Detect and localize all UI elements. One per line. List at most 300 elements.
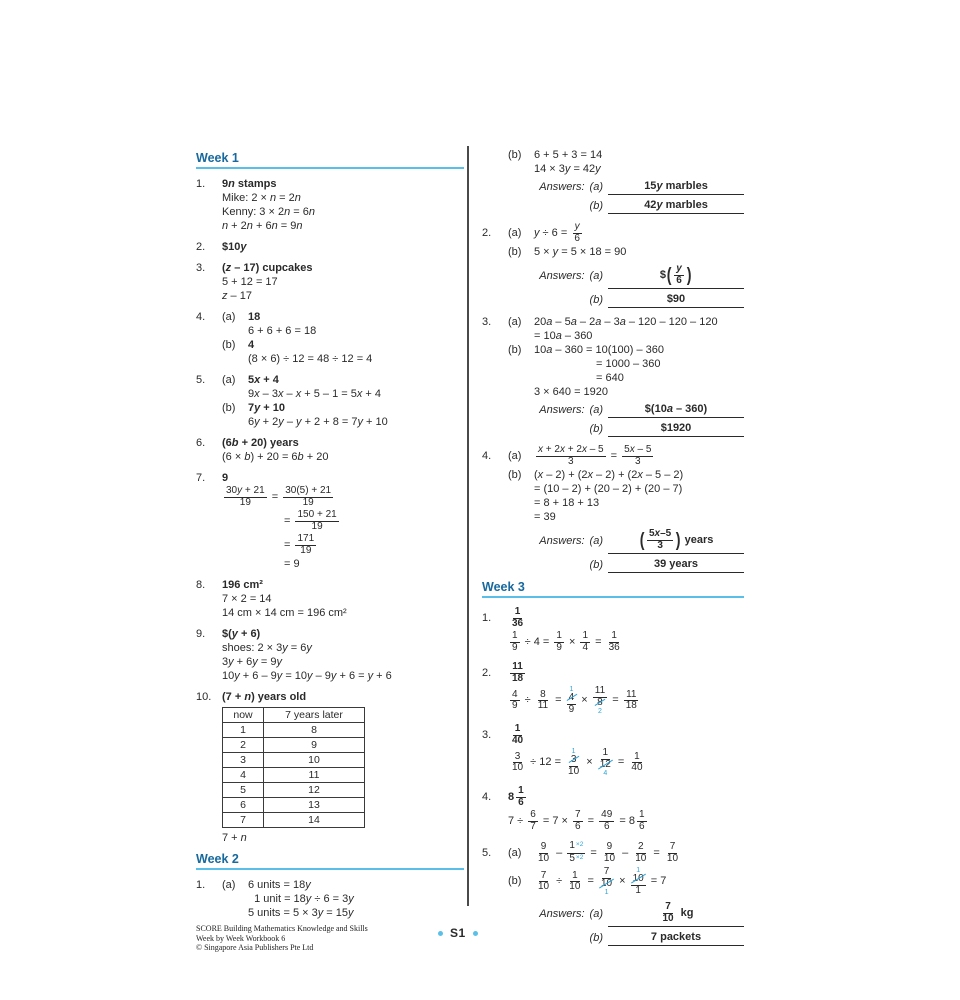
math-line <box>196 191 464 205</box>
mixed-number <box>508 785 528 809</box>
answer-part-label: (b) <box>589 932 603 944</box>
text-run: 15y marbles <box>644 180 708 192</box>
numerator: 171 <box>297 533 315 544</box>
fraction <box>624 690 639 712</box>
answer-part-label: (a) <box>589 404 603 416</box>
text-run: y ÷ 6 = <box>534 226 571 239</box>
math-line <box>196 906 464 920</box>
table-cell: 10 <box>264 753 365 768</box>
math-line <box>482 357 744 371</box>
denominator: 6 <box>518 796 524 808</box>
math-line <box>482 482 744 496</box>
answer-underline <box>608 931 744 946</box>
text-run: (6b + 20) years <box>222 436 299 449</box>
text-run: 14 × 3y = 42y <box>534 162 601 175</box>
denominator: 9 <box>512 641 518 653</box>
numerator: 5x–5 <box>648 528 672 539</box>
numerator: 150 + 21 <box>297 509 337 520</box>
fraction <box>510 631 520 653</box>
footer-line: SCORE Building Mathematics Knowledge and Skills <box>196 924 368 933</box>
fraction <box>602 842 617 864</box>
numerator: 1 <box>556 630 562 641</box>
text-run: (7 + n) years old <box>222 690 307 703</box>
denominator: 6 <box>638 820 645 832</box>
text-run: 7y + 10 <box>248 401 286 414</box>
numerator: 7 <box>603 866 610 877</box>
math-line <box>196 205 464 219</box>
numerator: 11 <box>512 661 523 672</box>
text-run: $ <box>659 268 666 281</box>
table-cell: 13 <box>264 798 365 813</box>
answer-line <box>482 293 744 308</box>
fraction <box>674 264 684 286</box>
numerator: 30(5) + 21 <box>285 485 332 496</box>
answer-part-label: (a) <box>589 181 603 193</box>
fraction <box>536 842 551 864</box>
multiply-annotation: ×2 <box>575 853 584 861</box>
denominator: 10 <box>538 881 550 892</box>
text-run: × <box>578 694 591 706</box>
week-heading: Week 1 <box>196 151 464 169</box>
numerator: 1 <box>602 747 609 758</box>
cancel-annotation: 4 <box>603 770 608 777</box>
table-header: now <box>223 708 264 723</box>
answers-label: Answers: <box>539 534 585 547</box>
denominator: 40 <box>631 762 643 773</box>
denominator: 11 <box>537 700 549 711</box>
fraction <box>536 445 606 467</box>
table-cell: 11 <box>264 768 365 783</box>
answer-table <box>222 707 365 828</box>
text-run: 196 cm² <box>222 578 263 591</box>
numerator: 1 <box>512 630 518 641</box>
math-line <box>196 831 464 845</box>
table-cell: 4 <box>223 768 264 783</box>
fraction <box>554 631 564 653</box>
text-run: 5x + 4 <box>248 373 279 386</box>
text-run: = 10a – 360 <box>534 329 593 342</box>
part-label: (a) <box>508 846 522 859</box>
text-run: = <box>609 694 622 706</box>
text-run: 5 units = 5 × 3y = 15y <box>248 906 354 919</box>
fraction <box>516 786 526 808</box>
answer-underline <box>608 901 744 927</box>
fraction <box>633 842 648 864</box>
denominator: 8 <box>597 696 603 708</box>
text-run: = <box>284 538 294 551</box>
table-row <box>223 753 365 768</box>
answers-label: Answers: <box>539 181 585 193</box>
text-run: Kenny: 3 × 2n = 6n <box>222 205 315 218</box>
denominator: 36 <box>608 641 620 653</box>
answer-item <box>482 221 744 308</box>
fraction <box>295 510 338 532</box>
text-run: kg <box>677 906 694 919</box>
part-label: (a) <box>222 878 236 891</box>
text-run: 7 ÷ <box>508 814 527 827</box>
math-line <box>482 661 744 685</box>
text-run: 6 + 6 + 6 = 18 <box>248 324 317 337</box>
part-label: (b) <box>508 343 522 356</box>
math-line <box>482 162 744 176</box>
numerator: 1 <box>634 750 640 762</box>
text-run: 9x – 3x – x + 5 – 1 = 5x + 4 <box>248 387 382 400</box>
text-run: = <box>284 514 294 527</box>
page-number-marker <box>438 926 478 940</box>
answer-item <box>196 310 464 366</box>
text-run: (8 × 6) ÷ 12 = 48 ÷ 12 = 4 <box>248 352 373 365</box>
denominator: 10 <box>662 912 674 924</box>
close-paren: ) <box>686 264 692 286</box>
numerator: 1 <box>572 869 578 881</box>
part-label: (a) <box>222 310 236 323</box>
denominator: 10 <box>568 765 580 777</box>
table-cell: 14 <box>264 813 365 828</box>
fraction <box>573 810 583 832</box>
text-run: = <box>614 756 628 768</box>
text-run: = 7 <box>647 875 667 887</box>
item-number: 2. <box>482 666 492 679</box>
text-run: 10a – 360 = 10(100) – 360 <box>534 343 664 356</box>
fraction <box>631 867 646 896</box>
table-cell: 7 <box>223 813 264 828</box>
page-number: S1 <box>450 926 466 940</box>
math-line <box>482 630 744 654</box>
text-run: × <box>583 756 596 768</box>
math-line <box>482 785 744 809</box>
answer-line <box>482 931 744 946</box>
denominator: 12 <box>599 758 611 770</box>
item-number: 5. <box>482 846 492 859</box>
parenthesized-fraction <box>639 528 682 552</box>
table-header: 7 years later <box>264 708 365 723</box>
numerator: 1 <box>514 606 521 617</box>
text-run: 6 units = 18y <box>248 878 311 891</box>
math-line <box>196 289 464 303</box>
math-line <box>196 878 464 892</box>
math-line <box>196 338 464 352</box>
math-line <box>196 533 464 557</box>
table-row <box>223 813 365 828</box>
answer-item <box>196 690 464 845</box>
text-run: 5 × y = 5 × 18 = 90 <box>534 245 627 258</box>
text-run: – <box>619 846 632 859</box>
table-row <box>223 783 365 798</box>
math-line <box>196 655 464 669</box>
text-run: 18 <box>248 310 261 323</box>
math-line <box>482 385 744 399</box>
math-line <box>482 496 744 510</box>
math-line <box>196 219 464 233</box>
math-line <box>482 371 744 385</box>
text-run: = 640 <box>596 371 624 384</box>
text-run: (z – 17) cupcakes <box>222 261 313 274</box>
table-cell: 9 <box>264 738 365 753</box>
table-row <box>223 708 365 723</box>
fraction <box>567 871 582 893</box>
answer-item <box>196 471 464 571</box>
answer-underline <box>608 180 744 195</box>
close-paren: ) <box>676 529 681 551</box>
fraction <box>536 690 550 712</box>
math-line <box>196 690 464 704</box>
denominator: 36 <box>512 617 524 629</box>
numerator: 1 <box>611 630 617 641</box>
fraction <box>510 752 525 774</box>
part-label: (b) <box>508 148 522 161</box>
part-label: (b) <box>508 245 522 258</box>
text-run: 39 years <box>653 558 699 570</box>
item-number: 2. <box>482 226 492 239</box>
text-run: 4 <box>248 338 255 351</box>
fraction <box>599 867 614 896</box>
text-run: × <box>565 635 579 648</box>
answer-item <box>482 444 744 573</box>
fraction <box>665 842 680 864</box>
week-heading: Week 3 <box>482 580 744 598</box>
text-run: 14 cm × 14 cm = 196 cm² <box>222 606 347 619</box>
math-line <box>482 809 744 833</box>
week-heading: Week 2 <box>196 852 464 870</box>
fraction <box>567 686 577 715</box>
item-number: 4. <box>482 790 492 803</box>
math-line <box>196 557 464 571</box>
denominator: 40 <box>512 734 524 746</box>
text-run: ÷ 4 = <box>521 635 553 648</box>
denominator: 7 <box>530 820 536 832</box>
math-line <box>482 444 744 468</box>
text-run: (x – 2) + (2x – 2) + (2x – 5 – 2) <box>534 468 684 481</box>
math-line <box>482 510 744 524</box>
table-row <box>223 738 365 753</box>
part-label: (b) <box>508 875 522 887</box>
fraction <box>622 445 653 467</box>
math-line <box>196 352 464 366</box>
math-line <box>482 866 744 897</box>
denominator: 6 <box>603 820 610 832</box>
whole-number: 8 <box>628 814 635 827</box>
answer-item <box>196 436 464 464</box>
math-line <box>482 840 744 866</box>
text-run: 6y + 2y – y + 2 + 8 = 7y + 10 <box>248 415 388 428</box>
table-cell: 5 <box>223 783 264 798</box>
math-line <box>482 606 744 630</box>
numerator: 10 <box>632 873 644 884</box>
item-number: 1. <box>482 611 492 624</box>
numerator: 4 <box>512 688 518 700</box>
denominator: 19 <box>302 496 314 508</box>
denominator: 10 <box>666 852 679 864</box>
part-label: (b) <box>222 401 236 414</box>
text-run: = 8 + 18 + 13 <box>534 496 600 509</box>
numerator: 49 <box>601 809 613 820</box>
fraction <box>593 686 607 715</box>
answer-line <box>482 422 744 437</box>
answer-line <box>482 180 744 195</box>
denominator: 4 <box>582 641 589 653</box>
math-line <box>196 578 464 592</box>
mixed-number <box>629 809 649 833</box>
page-marker-dot-icon <box>438 931 443 936</box>
fraction <box>510 690 520 712</box>
denominator: 9 <box>556 641 562 653</box>
denominator: $5^{\times 2}$ <box>569 852 584 864</box>
parenthesized-fraction <box>666 263 692 287</box>
item-number: 1. <box>196 177 206 190</box>
fraction <box>599 810 614 832</box>
answer-item <box>482 148 744 214</box>
fraction <box>528 810 538 832</box>
denominator: 3 <box>657 539 663 551</box>
answer-part-label: (a) <box>589 534 603 547</box>
answer-item <box>196 240 464 254</box>
item-number: 3. <box>482 728 492 741</box>
math-line <box>196 415 464 429</box>
part-label: (b) <box>222 338 236 351</box>
denominator: 18 <box>625 700 637 711</box>
fraction <box>660 902 675 924</box>
math-line <box>196 509 464 533</box>
answer-part-label: (a) <box>589 269 603 282</box>
footer-line: © Singapore Asia Publishers Pte Ltd <box>196 943 314 952</box>
numerator: 3 <box>514 750 521 762</box>
part-label: (a) <box>508 449 522 462</box>
answer-item <box>196 261 464 303</box>
item-number: 5. <box>196 373 206 386</box>
fraction <box>567 841 585 865</box>
text-run: = <box>587 846 600 859</box>
text-run: = 7 × <box>539 814 572 827</box>
math-line <box>482 343 744 357</box>
item-number: 2. <box>196 240 206 253</box>
cancel-annotation: 1 <box>636 867 641 874</box>
denominator: 10 <box>603 852 616 864</box>
math-line <box>196 627 464 641</box>
answer-underline <box>608 263 744 289</box>
denominator: 6 <box>575 820 581 832</box>
numerator: y <box>676 263 682 274</box>
answer-line <box>482 403 744 418</box>
text-run: 9n stamps <box>222 177 277 190</box>
text-run: Mike: 2 × n = 2n <box>222 191 301 204</box>
text-run: = <box>592 635 605 648</box>
math-line <box>196 401 464 415</box>
text-run: = 9 <box>284 557 300 570</box>
numerator: 1 <box>514 723 521 734</box>
item-number: 8. <box>196 578 206 591</box>
text-run: = <box>584 875 597 887</box>
fraction <box>572 222 582 244</box>
answer-underline <box>608 528 744 554</box>
denominator: 9 <box>512 700 518 711</box>
text-run: = (10 – 2) + (20 – 2) + (20 – 7) <box>534 482 683 495</box>
fraction <box>295 534 316 556</box>
math-line <box>196 471 464 485</box>
fraction <box>510 724 525 746</box>
denominator: 19 <box>239 496 251 508</box>
denominator: 6 <box>574 232 580 244</box>
text-run: $1920 <box>660 422 692 434</box>
text-run: n + 2n + 6n = 9n <box>222 219 303 232</box>
numerator: 2 <box>638 841 644 852</box>
text-run: years <box>681 533 714 546</box>
fraction <box>598 748 613 777</box>
open-paren: ( <box>639 529 645 551</box>
numerator: 5x – 5 <box>624 444 652 455</box>
numerator: x + 2x + 2x – 5 <box>538 444 604 455</box>
text-run: – <box>553 846 566 859</box>
fraction <box>647 529 673 551</box>
item-number: 3. <box>196 261 206 274</box>
answer-item <box>482 315 744 437</box>
text-run: 10y + 6 – 9y = 10y – 9y + 6 = y + 6 <box>222 669 392 682</box>
text-run: = 1000 – 360 <box>596 357 661 370</box>
denominator: 10 <box>512 762 524 773</box>
item-number: 3. <box>482 315 492 328</box>
text-run: z – 17 <box>222 289 252 302</box>
fraction <box>566 748 581 777</box>
numerator: 7 <box>665 901 671 912</box>
denominator: 19 <box>311 520 323 532</box>
answer-line <box>482 901 744 927</box>
numerator: 7 <box>669 841 676 852</box>
answer-item <box>482 840 744 946</box>
whole-number: 8 <box>508 790 515 803</box>
numerator: 1 <box>518 785 524 796</box>
fraction <box>224 486 267 508</box>
answer-underline <box>608 422 744 437</box>
math-line <box>196 592 464 606</box>
part-label: (a) <box>508 226 522 239</box>
text-run: 42y marbles <box>644 199 708 211</box>
text-run: (6 × b) + 20 = 6b + 20 <box>222 450 329 463</box>
text-run: = <box>584 814 598 827</box>
math-line <box>196 240 464 254</box>
answer-item <box>196 373 464 429</box>
text-run: ÷ <box>521 694 534 706</box>
denominator: 10 <box>635 852 647 864</box>
denominator: 3 <box>635 455 641 467</box>
table-row <box>223 768 365 783</box>
answers-label: Answers: <box>539 269 585 282</box>
numerator: 9 <box>606 841 613 852</box>
text-run: 7 + n <box>222 831 247 844</box>
answer-item <box>482 606 744 654</box>
answers-label: Answers: <box>539 907 585 920</box>
denominator: 3 <box>568 455 574 467</box>
fraction <box>580 631 590 653</box>
cancel-annotation: 1 <box>604 889 609 896</box>
text-run: = 39 <box>534 510 556 523</box>
math-line <box>196 275 464 289</box>
fraction <box>536 871 551 893</box>
footer-line: Week by Week Workbook 6 <box>196 933 286 943</box>
math-line <box>482 685 744 716</box>
denominator: 10 <box>600 877 613 889</box>
cancel-annotation: 2 <box>598 708 602 715</box>
math-line <box>196 310 464 324</box>
answer-underline <box>608 403 744 418</box>
answer-part-label: (b) <box>589 200 603 212</box>
text-run: 5 + 12 = 17 <box>222 275 278 288</box>
footer-imprint <box>196 924 368 953</box>
table-row <box>223 798 365 813</box>
text-run: 20a – 5a – 2a – 3a – 120 – 120 – 120 <box>534 315 718 328</box>
math-line <box>196 387 464 401</box>
item-number: 4. <box>196 310 206 323</box>
numerator: 3 <box>570 754 577 765</box>
item-number: 1. <box>196 878 206 891</box>
